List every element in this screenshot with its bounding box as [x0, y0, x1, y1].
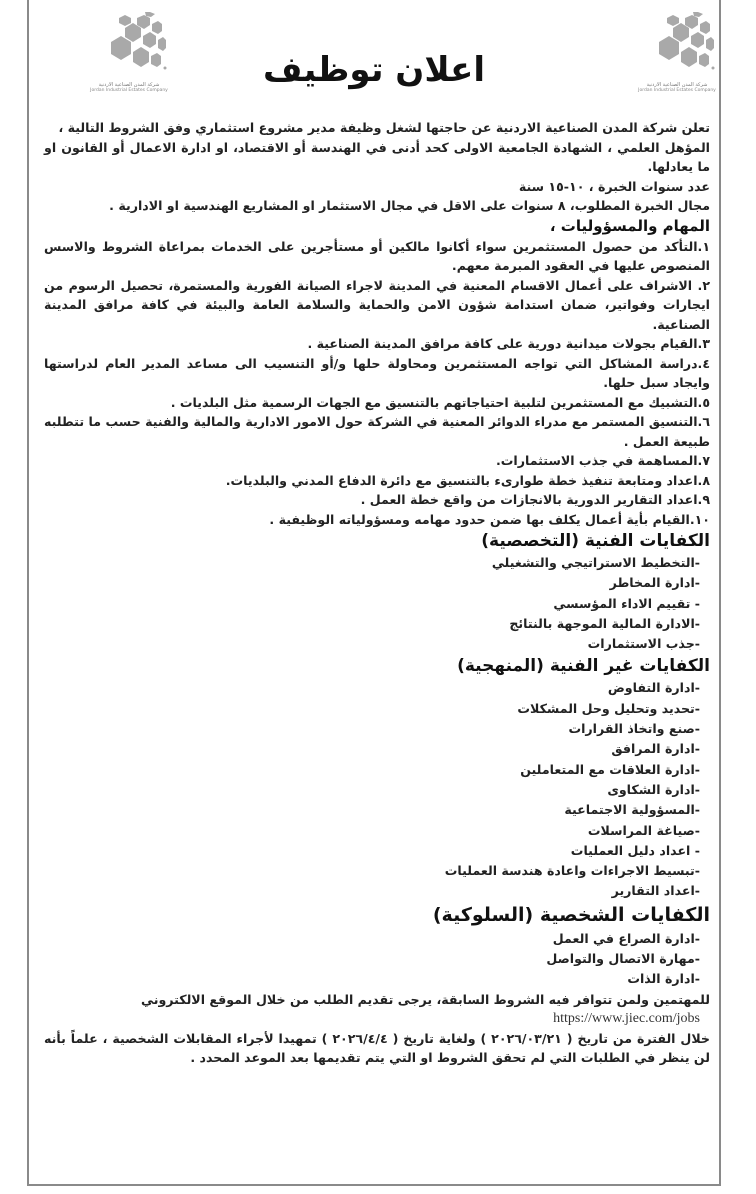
page-title: اعلان توظيف [262, 50, 486, 90]
technical-item: -الادارة المالية الموجهة بالنتائج [509, 615, 700, 631]
personal-item: -مهارة الاتصال والتواصل [546, 951, 700, 967]
duty-item: ٧.المساهمة في جذب الاستثمارات. [495, 453, 710, 468]
personal-item: -ادارة الذات [627, 971, 700, 987]
non-technical-item: -صياغة المراسلات [587, 822, 700, 838]
technical-competencies-heading: الكفايات الفنية (التخصصية) [481, 531, 710, 551]
non-technical-item: - اعداد دليل العمليات [570, 842, 700, 858]
duty-item: ٦.التنسيق المستمر مع مدراء الدوائر المعنية في الشركة حول الامور الادارية والمالية والفنية حسب ما تتطلبه طبيعة العمل . [44, 414, 710, 449]
logo-caption-en: Jordan Industrial Estates Company [638, 88, 716, 93]
non-technical-item: -ادارة الشكاوى [607, 781, 700, 797]
duty-item: ٩.اعداد التقارير الدورية بالانجازات من واقع خطة العمل . [360, 492, 710, 507]
non-technical-item: -المسؤولية الاجتماعية [564, 802, 700, 818]
experience-field: مجال الخبرة المطلوب، ٨ سنوات على الاقل في مجال الاستثمار او المشاريع الهندسية او الادارية . [109, 198, 710, 213]
non-technical-item: -ادارة المرافق [611, 741, 700, 757]
application-period: خلال الفترة من تاريخ ( ٢٠٢٦/٠٣/٢١ ) ولغاية تاريخ ( ٢٠٢٦/٤/٤ ) تمهيدا لأجراء المقابلات الشخصية ، علماً بأنه لن ينظر في الطلبات التي لم تحقق الشروط او التي يتم تقديمها بعد الموعد المحدد . [44, 1030, 710, 1066]
personal-item: -ادارة الصراع في العمل [552, 930, 700, 946]
apply-instructions: للمهتمين ولمن تتوافر فيه الشروط السابقة، يرجى تقديم الطلب من خلال الموقع الالكتروني [140, 991, 710, 1007]
non-technical-item: -تبسيط الاجراءات واعادة هندسة العمليات [444, 863, 700, 879]
non-technical-item: -صنع واتخاذ القرارات [568, 721, 700, 737]
duty-item: ٥.التشبيك مع المستثمرين لتلبية احتياجاتهم بالتنسيق مع الجهات الرسمية مثل البلديات . [170, 394, 710, 410]
logo-caption-ar: شركة المدن الصناعية الاردنية [98, 82, 160, 88]
duties-heading: المهام والمسؤوليات ، [549, 216, 710, 235]
logo-caption-ar: شركة المدن الصناعية الاردنية [646, 82, 708, 88]
duty-item: ٨.اعداد ومتابعة تنفيذ خطة طوارىء بالتنسيق مع دائرة الدفاع المدني والبلديات. [225, 472, 710, 488]
non-technical-item: -ادارة العلاقات مع المتعاملين [520, 761, 700, 777]
duty-item: ١.التأكد من حصول المستثمرين سواء أكانوا مالكين أو مستأجرين على الخدمات بمراعاة الشروط والاسس المنصوص عليها في العقود المبرمة معهم. [44, 238, 710, 273]
ad-body [44, 118, 710, 1068]
technical-item: - تقييم الاداء المؤسسي [553, 595, 700, 611]
qualification-text: المؤهل العلمي ، الشهادة الجامعية الاولى كحد أدنى في الهندسة أو الاقتصاد، او ادارة الاعمال أو القانون او ما يعادلها. [44, 139, 710, 174]
jobs-url-link[interactable]: https://www.jiec.com/jobs [553, 1011, 700, 1027]
technical-item: -جذب الاستثمارات [587, 636, 700, 652]
duty-item: ٢. الاشراف على أعمال الاقسام المعنية في المدينة لاجراء الصيانة الفورية والمستمرة، تحصيل الرسوم من ايجارات وفواتير، ضمان استدامة شؤون الامن والحماية والسلامة العامة والبيئة في كافة مرافق المدينة الصناعية. [44, 277, 710, 332]
duty-item: ١٠.القيام بأية أعمال يكلف بها ضمن حدود مهامه ومسؤولياته الوظيفية . [269, 511, 710, 527]
non-technical-item: -ادارة التفاوض [607, 680, 700, 696]
duty-item: ٣.القيام بجولات ميدانية دورية على كافة مرافق المدينة الصناعية . [307, 336, 710, 351]
technical-item: -التخطيط الاستراتيجي والتشغيلي [491, 555, 700, 570]
logo-caption-en: Jordan Industrial Estates Company [90, 88, 168, 93]
non-technical-competencies-heading: الكفايات غير الفنية (المنهجية) [457, 656, 710, 677]
non-technical-item: -اعداد التقارير [611, 883, 700, 899]
technical-item: -ادارة المخاطر [609, 575, 700, 591]
intro-text: تعلن شركة المدن الصناعية الاردنية عن حاجتها لشغل وظيفة مدير مشروع استثماري وفق الشروط التالية ، [58, 120, 710, 135]
duty-item: ٤.دراسة المشاكل التي تواجه المستثمرين ومحاولة حلها و/أو التنسيب الى مساعد المدير العام لدراستها وايجاد سبل حلها. [44, 355, 710, 390]
personal-competencies-heading: الكفايات الشخصية (السلوكية) [432, 903, 710, 926]
non-technical-item: -تحديد وتحليل وحل المشكلات [517, 700, 700, 716]
experience-years: عدد سنوات الخبرة ، ١٠-١٥ سنة [518, 178, 710, 194]
